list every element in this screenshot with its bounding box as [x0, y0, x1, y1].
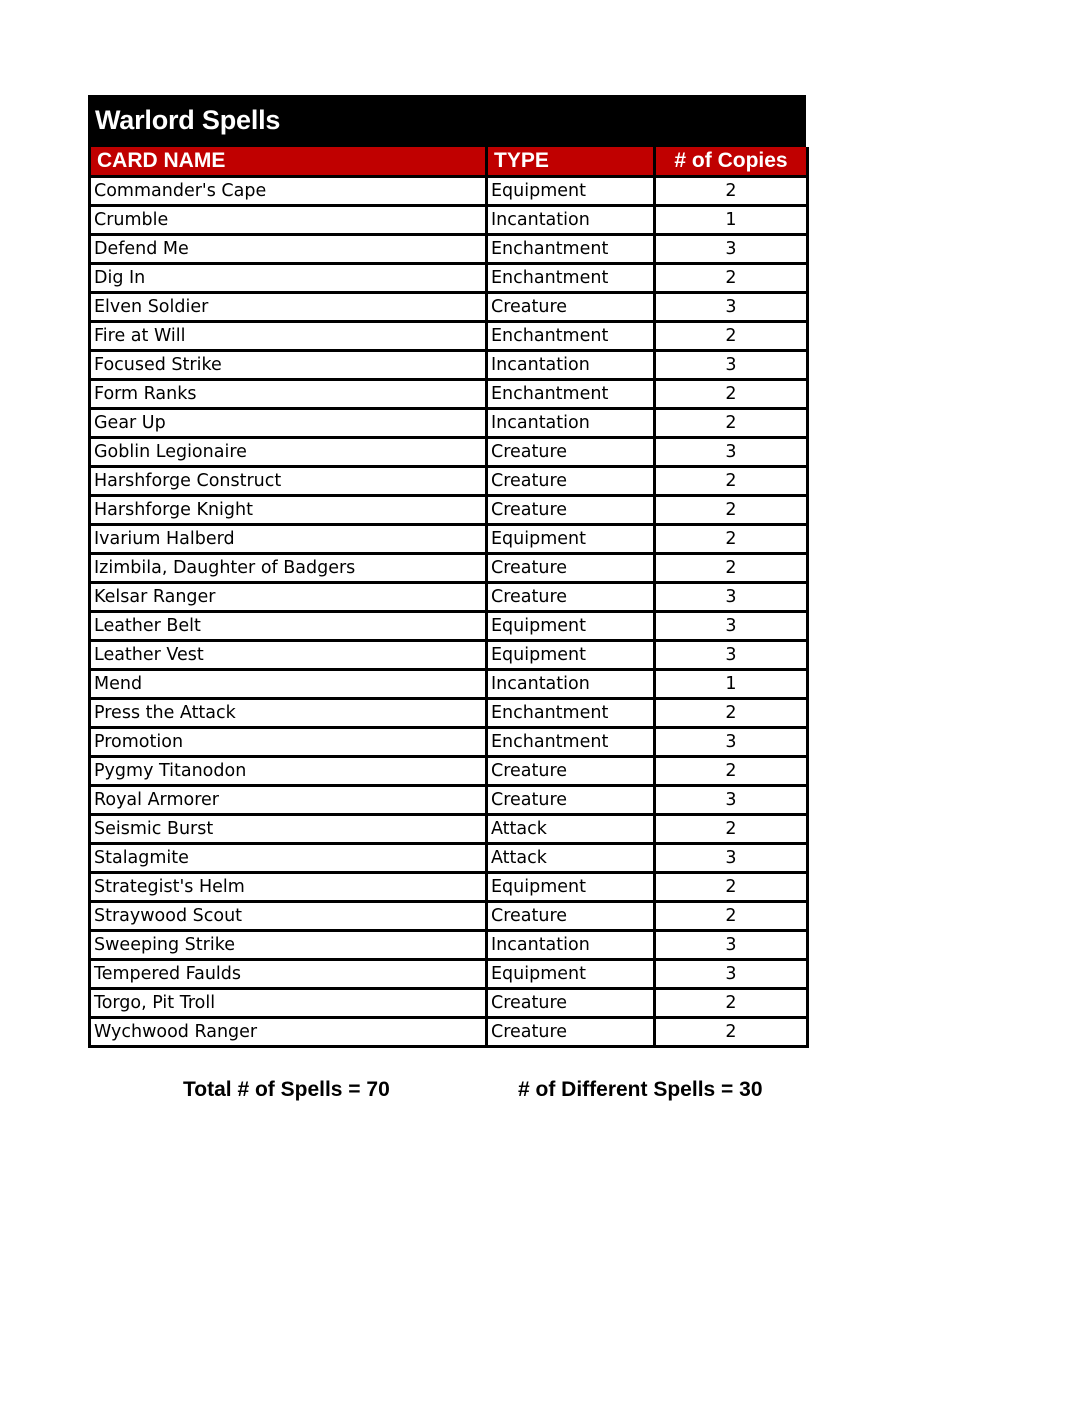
- card-type-cell: Attack: [487, 843, 655, 872]
- table-row: [90, 756, 808, 785]
- card-name-cell: Crumble: [90, 205, 487, 234]
- copies-cell: 3: [655, 640, 808, 669]
- column-header-type: TYPE: [487, 147, 655, 176]
- card-type-cell: Incantation: [487, 350, 655, 379]
- sheet-title: Warlord Spells: [88, 95, 806, 147]
- table-row: [90, 814, 808, 843]
- card-name-cell: Seismic Burst: [90, 814, 487, 843]
- copies-cell: 1: [655, 669, 808, 698]
- table-row: [90, 843, 808, 872]
- card-name-cell: Harshforge Knight: [90, 495, 487, 524]
- copies-cell: 3: [655, 843, 808, 872]
- card-type-cell: Enchantment: [487, 698, 655, 727]
- copies-cell: 3: [655, 930, 808, 959]
- copies-cell: 2: [655, 872, 808, 901]
- copies-cell: 3: [655, 234, 808, 263]
- card-type-cell: Attack: [487, 814, 655, 843]
- table-row: [90, 263, 808, 292]
- card-type-cell: Enchantment: [487, 321, 655, 350]
- card-type-cell: Creature: [487, 1017, 655, 1046]
- spells-sheet: [88, 95, 806, 1048]
- card-name-cell: Dig In: [90, 263, 487, 292]
- copies-cell: 2: [655, 1017, 808, 1046]
- card-type-cell: Enchantment: [487, 234, 655, 263]
- card-type-cell: Creature: [487, 901, 655, 930]
- copies-cell: 3: [655, 292, 808, 321]
- copies-cell: 2: [655, 379, 808, 408]
- copies-cell: 2: [655, 988, 808, 1017]
- copies-cell: 1: [655, 205, 808, 234]
- card-name-cell: Izimbila, Daughter of Badgers: [90, 553, 487, 582]
- column-header-card-name: CARD NAME: [90, 147, 487, 176]
- copies-cell: 2: [655, 814, 808, 843]
- card-name-cell: Kelsar Ranger: [90, 582, 487, 611]
- table-row: [90, 785, 808, 814]
- card-type-cell: Creature: [487, 582, 655, 611]
- card-type-cell: Equipment: [487, 524, 655, 553]
- table-row: [90, 1017, 808, 1046]
- table-row: [90, 727, 808, 756]
- card-type-cell: Equipment: [487, 611, 655, 640]
- spells-table: [88, 147, 809, 1048]
- total-spells: Total # of Spells = 70: [183, 1078, 390, 1101]
- different-spells: # of Different Spells = 30: [518, 1078, 763, 1101]
- table-row: [90, 466, 808, 495]
- table-row: [90, 408, 808, 437]
- table-row: [90, 553, 808, 582]
- card-type-cell: Creature: [487, 756, 655, 785]
- table-row: [90, 205, 808, 234]
- card-type-cell: Enchantment: [487, 263, 655, 292]
- card-name-cell: Fire at Will: [90, 321, 487, 350]
- card-name-cell: Strategist's Helm: [90, 872, 487, 901]
- card-name-cell: Sweeping Strike: [90, 930, 487, 959]
- card-name-cell: Press the Attack: [90, 698, 487, 727]
- card-name-cell: Leather Vest: [90, 640, 487, 669]
- table-row: [90, 611, 808, 640]
- copies-cell: 2: [655, 524, 808, 553]
- card-type-cell: Incantation: [487, 669, 655, 698]
- table-row: [90, 901, 808, 930]
- copies-cell: 2: [655, 321, 808, 350]
- table-row: [90, 524, 808, 553]
- copies-cell: 3: [655, 437, 808, 466]
- card-type-cell: Creature: [487, 466, 655, 495]
- card-name-cell: Elven Soldier: [90, 292, 487, 321]
- copies-cell: 2: [655, 408, 808, 437]
- card-name-cell: Torgo, Pit Troll: [90, 988, 487, 1017]
- table-row: [90, 350, 808, 379]
- card-type-cell: Incantation: [487, 205, 655, 234]
- card-name-cell: Ivarium Halberd: [90, 524, 487, 553]
- card-name-cell: Commander's Cape: [90, 176, 487, 205]
- card-type-cell: Creature: [487, 292, 655, 321]
- card-name-cell: Mend: [90, 669, 487, 698]
- card-type-cell: Enchantment: [487, 379, 655, 408]
- table-row: [90, 379, 808, 408]
- card-name-cell: Form Ranks: [90, 379, 487, 408]
- card-name-cell: Straywood Scout: [90, 901, 487, 930]
- card-name-cell: Defend Me: [90, 234, 487, 263]
- card-name-cell: Focused Strike: [90, 350, 487, 379]
- copies-cell: 2: [655, 176, 808, 205]
- copies-cell: 2: [655, 263, 808, 292]
- table-row: [90, 176, 808, 205]
- spell-rows: [90, 176, 808, 1046]
- card-name-cell: Promotion: [90, 727, 487, 756]
- card-type-cell: Equipment: [487, 640, 655, 669]
- copies-cell: 2: [655, 495, 808, 524]
- table-row: [90, 495, 808, 524]
- card-type-cell: Incantation: [487, 930, 655, 959]
- card-type-cell: Equipment: [487, 176, 655, 205]
- card-name-cell: Leather Belt: [90, 611, 487, 640]
- card-name-cell: Pygmy Titanodon: [90, 756, 487, 785]
- card-type-cell: Creature: [487, 785, 655, 814]
- card-name-cell: Gear Up: [90, 408, 487, 437]
- copies-cell: 2: [655, 756, 808, 785]
- table-row: [90, 292, 808, 321]
- table-row: [90, 872, 808, 901]
- copies-cell: 3: [655, 611, 808, 640]
- column-header-copies: # of Copies: [655, 147, 808, 176]
- card-name-cell: Wychwood Ranger: [90, 1017, 487, 1046]
- card-name-cell: Royal Armorer: [90, 785, 487, 814]
- copies-cell: 3: [655, 350, 808, 379]
- copies-cell: 2: [655, 466, 808, 495]
- header-row: [90, 147, 808, 176]
- copies-cell: 2: [655, 901, 808, 930]
- card-type-cell: Creature: [487, 988, 655, 1017]
- card-name-cell: Tempered Faulds: [90, 959, 487, 988]
- copies-cell: 2: [655, 553, 808, 582]
- card-type-cell: Enchantment: [487, 727, 655, 756]
- card-type-cell: Creature: [487, 437, 655, 466]
- table-row: [90, 234, 808, 263]
- card-name-cell: Goblin Legionaire: [90, 437, 487, 466]
- card-type-cell: Equipment: [487, 959, 655, 988]
- table-row: [90, 640, 808, 669]
- card-type-cell: Incantation: [487, 408, 655, 437]
- table-row: [90, 669, 808, 698]
- card-type-cell: Creature: [487, 495, 655, 524]
- table-row: [90, 959, 808, 988]
- table-row: [90, 582, 808, 611]
- copies-cell: 3: [655, 959, 808, 988]
- table-row: [90, 698, 808, 727]
- copies-cell: 3: [655, 785, 808, 814]
- table-row: [90, 930, 808, 959]
- copies-cell: 3: [655, 582, 808, 611]
- copies-cell: 3: [655, 727, 808, 756]
- table-row: [90, 321, 808, 350]
- card-name-cell: Harshforge Construct: [90, 466, 487, 495]
- card-type-cell: Equipment: [487, 872, 655, 901]
- table-row: [90, 437, 808, 466]
- card-type-cell: Creature: [487, 553, 655, 582]
- table-row: [90, 988, 808, 1017]
- copies-cell: 2: [655, 698, 808, 727]
- card-name-cell: Stalagmite: [90, 843, 487, 872]
